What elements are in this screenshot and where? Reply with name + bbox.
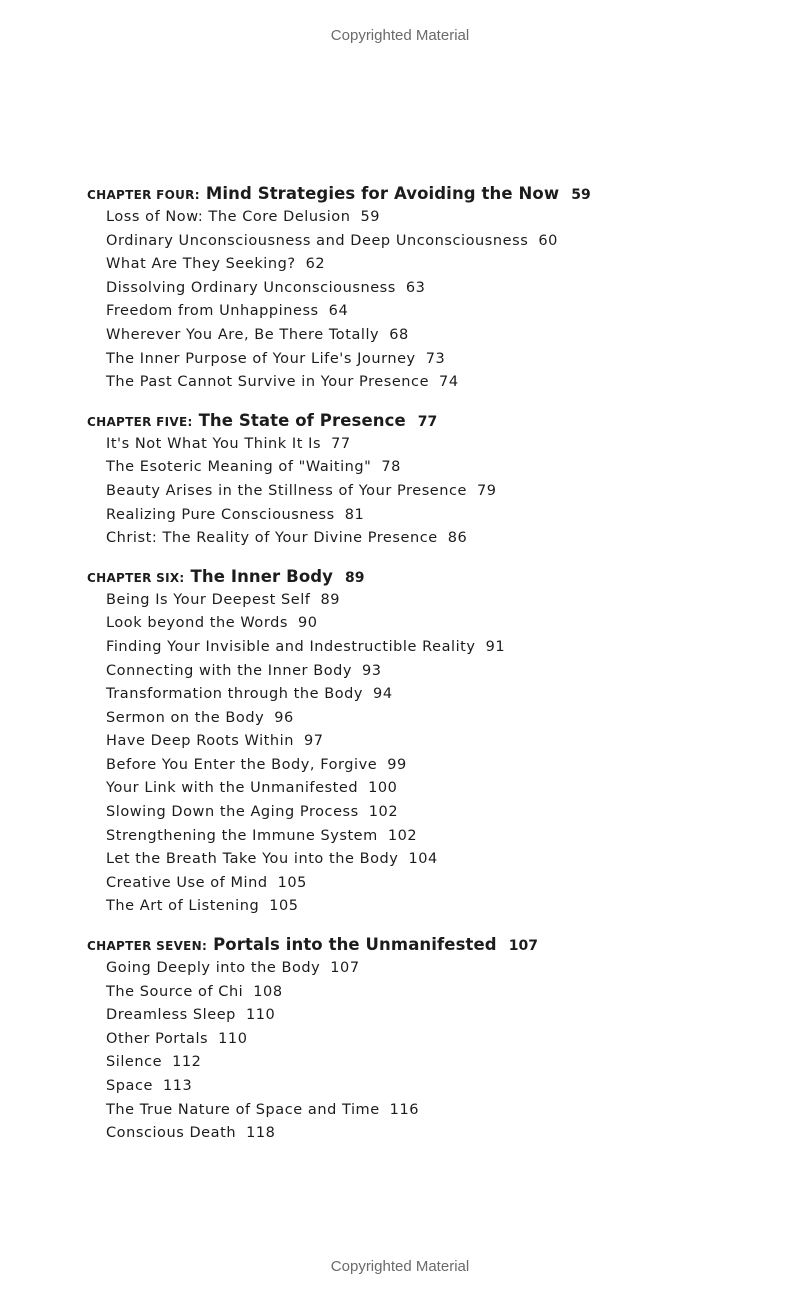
section-title: Realizing Pure Consciousness bbox=[106, 506, 335, 523]
section-page-number: 102 bbox=[368, 804, 399, 821]
toc-entry bbox=[106, 707, 767, 731]
chapter-heading bbox=[87, 933, 767, 957]
section-title: Going Deeply into the Body bbox=[106, 960, 321, 977]
toc-entry bbox=[106, 456, 767, 480]
toc-entry bbox=[106, 754, 767, 778]
section-page-number: 116 bbox=[389, 1101, 419, 1118]
section-page-number: 68 bbox=[389, 326, 409, 343]
section-title: Finding Your Invisible and Indestructible Reality bbox=[106, 638, 476, 655]
section-page-number: 78 bbox=[381, 459, 401, 476]
section-title: Other Portals bbox=[106, 1030, 209, 1047]
section-page-number: 74 bbox=[439, 374, 459, 391]
chapter-section bbox=[87, 565, 767, 919]
toc-entry bbox=[106, 957, 767, 981]
toc-entry bbox=[106, 230, 767, 254]
section-title: The Esoteric Meaning of "Waiting" bbox=[106, 459, 372, 476]
section-title: Before You Enter the Body, Forgive bbox=[106, 756, 378, 773]
toc-entry bbox=[106, 1004, 767, 1028]
toc-entry bbox=[106, 504, 767, 528]
section-page-number: 86 bbox=[447, 530, 468, 547]
toc-entry bbox=[106, 1099, 767, 1123]
section-list bbox=[87, 433, 767, 551]
section-title: Dreamless Sleep bbox=[106, 1007, 236, 1024]
section-title: The Source of Chi bbox=[106, 983, 244, 1000]
section-page-number: 118 bbox=[246, 1125, 276, 1142]
section-page-number: 63 bbox=[405, 279, 426, 296]
section-title: Conscious Death bbox=[106, 1125, 237, 1142]
chapter-page-number: 59 bbox=[571, 187, 591, 203]
chapter-section bbox=[87, 933, 767, 1146]
section-page-number: 79 bbox=[477, 482, 497, 499]
section-page-number: 105 bbox=[269, 898, 299, 915]
section-title: Ordinary Unconsciousness and Deep Unconsciousness bbox=[106, 232, 529, 249]
section-title: The Past Cannot Survive in Your Presence bbox=[106, 374, 430, 391]
toc-entry bbox=[106, 1075, 767, 1099]
section-page-number: 112 bbox=[172, 1054, 202, 1071]
toc-entry bbox=[106, 612, 767, 636]
section-page-number: 110 bbox=[218, 1030, 248, 1047]
section-page-number: 62 bbox=[305, 256, 326, 273]
toc-entry bbox=[106, 895, 767, 919]
section-page-number: 94 bbox=[373, 686, 393, 703]
section-title: Connecting with the Inner Body bbox=[106, 662, 353, 679]
toc-entry bbox=[106, 371, 767, 395]
section-title: Your Link with the Unmanifested bbox=[106, 780, 359, 797]
section-page-number: 113 bbox=[162, 1078, 193, 1094]
section-page-number: 73 bbox=[425, 350, 446, 367]
section-page-number: 100 bbox=[368, 780, 398, 797]
section-title: Christ: The Reality of Your Divine Presence bbox=[106, 530, 438, 547]
toc-entry bbox=[106, 206, 767, 230]
section-title: The Inner Purpose of Your Life's Journey bbox=[106, 350, 416, 367]
section-page-number: 110 bbox=[245, 1007, 276, 1024]
toc-entry bbox=[106, 253, 767, 277]
chapter-title: Mind Strategies for Avoiding the Now bbox=[205, 184, 560, 203]
section-list bbox=[87, 206, 767, 395]
toc-entry bbox=[106, 636, 767, 660]
section-title: Creative Use of Mind bbox=[106, 874, 268, 891]
chapter-heading bbox=[87, 409, 767, 433]
section-page-number: 59 bbox=[360, 209, 381, 225]
chapter-page-number: 77 bbox=[417, 413, 438, 430]
section-title: Space bbox=[106, 1078, 153, 1094]
chapter-label: CHAPTER FIVE: bbox=[87, 414, 193, 429]
toc-entry bbox=[106, 825, 767, 849]
section-page-number: 96 bbox=[274, 709, 294, 726]
section-page-number: 108 bbox=[253, 983, 283, 1000]
section-title: It's Not What You Think It Is bbox=[106, 435, 322, 452]
section-page-number: 102 bbox=[387, 827, 418, 844]
toc-entry bbox=[106, 1051, 767, 1075]
toc-entry bbox=[106, 683, 767, 707]
chapter-heading bbox=[87, 565, 767, 589]
chapter-title: The State of Presence bbox=[198, 410, 406, 430]
chapter-label: CHAPTER FOUR: bbox=[87, 188, 200, 202]
toc-entry bbox=[106, 527, 767, 551]
section-title: Dissolving Ordinary Unconsciousness bbox=[106, 279, 396, 296]
toc-entry bbox=[106, 1028, 767, 1052]
toc-entry bbox=[106, 300, 767, 324]
table-of-contents bbox=[87, 182, 767, 1160]
section-page-number: 64 bbox=[328, 303, 349, 320]
toc-entry bbox=[106, 589, 767, 613]
chapter-heading bbox=[87, 182, 767, 206]
chapter-section bbox=[87, 409, 767, 551]
chapter-title: The Inner Body bbox=[190, 566, 334, 586]
copyright-watermark-bottom: Copyrighted Material bbox=[330, 1258, 470, 1275]
toc-entry bbox=[106, 324, 767, 348]
section-title: Being Is Your Deepest Self bbox=[106, 591, 311, 608]
section-title: Transformation through the Body bbox=[106, 686, 364, 703]
section-title: Sermon on the Body bbox=[106, 709, 265, 726]
section-page-number: 105 bbox=[277, 874, 307, 891]
chapter-label: CHAPTER SIX: bbox=[87, 570, 185, 585]
section-page-number: 91 bbox=[485, 638, 506, 655]
toc-entry bbox=[106, 777, 767, 801]
section-page-number: 77 bbox=[331, 435, 351, 452]
toc-entry bbox=[106, 480, 767, 504]
toc-entry bbox=[106, 277, 767, 301]
toc-entry bbox=[106, 872, 767, 896]
toc-entry bbox=[106, 348, 767, 372]
toc-entry bbox=[106, 801, 767, 825]
section-title: Have Deep Roots Within bbox=[106, 733, 294, 750]
section-page-number: 90 bbox=[297, 615, 318, 632]
section-page-number: 93 bbox=[362, 662, 382, 679]
copyright-watermark-top: Copyrighted Material bbox=[330, 27, 470, 44]
chapter-page-number: 107 bbox=[508, 938, 538, 955]
section-title: The Art of Listening bbox=[106, 898, 260, 915]
section-list bbox=[87, 957, 767, 1146]
section-page-number: 104 bbox=[408, 851, 438, 868]
section-page-number: 99 bbox=[387, 756, 407, 773]
section-page-number: 81 bbox=[344, 506, 365, 523]
section-title: Beauty Arises in the Stillness of Your Presence bbox=[106, 482, 468, 499]
toc-entry bbox=[106, 1122, 767, 1146]
section-page-number: 107 bbox=[330, 960, 360, 977]
toc-entry bbox=[106, 660, 767, 684]
chapter-section bbox=[87, 182, 767, 395]
section-page-number: 97 bbox=[303, 733, 324, 750]
section-title: Slowing Down the Aging Process bbox=[106, 804, 359, 821]
section-title: Strengthening the Immune System bbox=[106, 827, 378, 844]
section-title: What Are They Seeking? bbox=[106, 256, 296, 273]
chapter-title: Portals into the Unmanifested bbox=[213, 935, 497, 955]
chapter-page-number: 89 bbox=[345, 569, 365, 586]
section-title: Let the Breath Take You into the Body bbox=[106, 851, 399, 868]
section-title: Wherever You Are, Be There Totally bbox=[106, 326, 380, 343]
toc-entry bbox=[106, 981, 767, 1005]
section-list bbox=[87, 589, 767, 919]
chapter-label: CHAPTER SEVEN: bbox=[87, 939, 208, 954]
section-title: Silence bbox=[106, 1054, 163, 1071]
section-title: Loss of Now: The Core Delusion bbox=[106, 209, 351, 225]
toc-entry bbox=[106, 730, 767, 754]
toc-entry bbox=[106, 848, 767, 872]
section-page-number: 60 bbox=[538, 232, 558, 249]
section-title: Look beyond the Words bbox=[106, 615, 288, 632]
section-title: The True Nature of Space and Time bbox=[106, 1101, 380, 1118]
section-title: Freedom from Unhappiness bbox=[106, 303, 319, 320]
toc-entry bbox=[106, 433, 767, 457]
section-page-number: 89 bbox=[320, 591, 341, 608]
